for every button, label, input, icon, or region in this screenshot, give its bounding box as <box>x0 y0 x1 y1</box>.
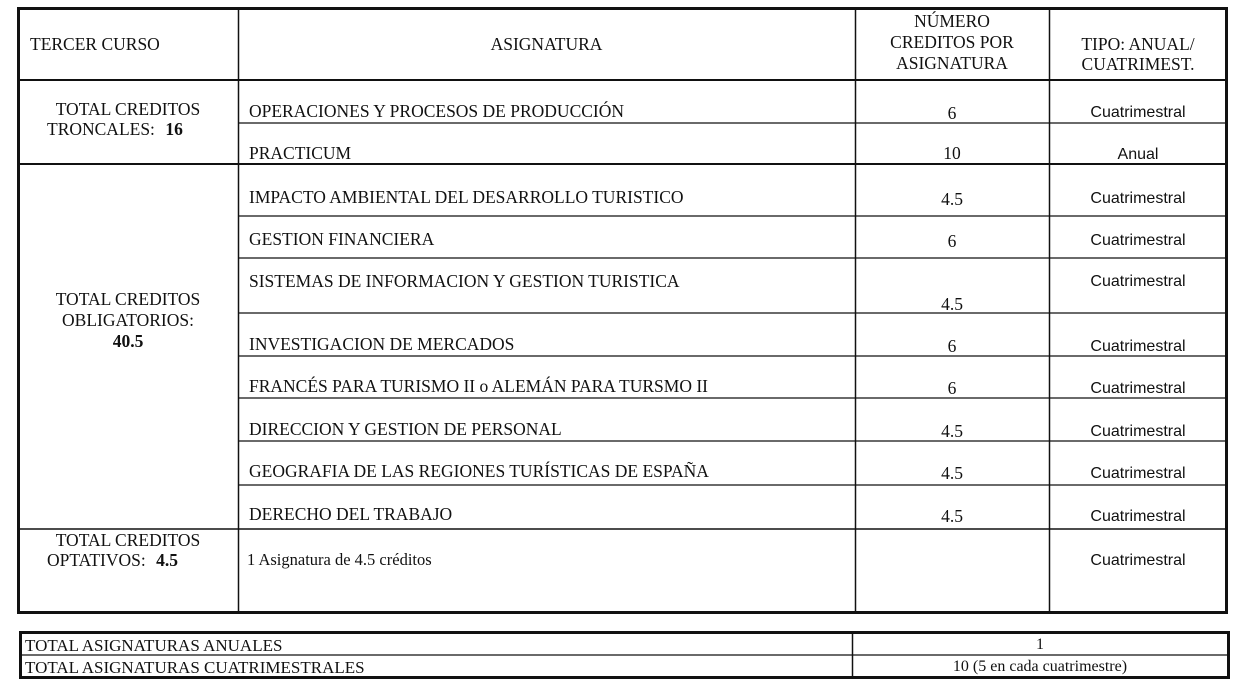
row-creditos: 10 <box>943 143 961 163</box>
row-tipo: Cuatrimestral <box>1090 552 1186 569</box>
row-asignatura: SISTEMAS DE INFORMACION Y GESTION TURISTICA <box>249 271 680 291</box>
row-tipo: Cuatrimestral <box>1090 465 1186 482</box>
row-asignatura: FRANCÉS PARA TURISMO II o ALEMÁN PARA TURSMO II <box>249 376 708 396</box>
group-troncales-line2 <box>47 121 183 139</box>
row-tipo: Cuatrimestral <box>1090 190 1186 207</box>
group-troncales-label: TRONCALES: <box>47 119 155 139</box>
row-asignatura: 1 Asignatura de 4.5 créditos <box>247 550 432 569</box>
row-tipo: Cuatrimestral <box>1090 508 1186 525</box>
row-creditos: 6 <box>947 336 957 356</box>
row-asignatura: IMPACTO AMBIENTAL DEL DESARROLLO TURISTICO <box>249 187 684 207</box>
row-creditos: 6 <box>947 103 957 123</box>
group-troncales-value: 16 <box>165 119 183 139</box>
header-creditos-line1: NÚMERO <box>914 11 990 31</box>
row-tipo: Cuatrimestral <box>1090 423 1186 440</box>
row-creditos: 4.5 <box>941 463 963 483</box>
row-asignatura: DIRECCION Y GESTION DE PERSONAL <box>249 419 562 439</box>
group-optativos-line1: TOTAL CREDITOS <box>55 530 201 550</box>
row-asignatura: GESTION FINANCIERA <box>249 229 435 249</box>
row-tipo: Cuatrimestral <box>1090 380 1186 397</box>
row-creditos: 4.5 <box>941 189 963 209</box>
row-asignatura: INVESTIGACION DE MERCADOS <box>249 334 515 354</box>
group-obligatorios-line1: TOTAL CREDITOS <box>55 289 201 309</box>
totals-label: TOTAL ASIGNATURAS CUATRIMESTRALES <box>25 658 365 677</box>
header-creditos-line2: CREDITOS POR <box>890 32 1014 52</box>
group-obligatorios-value: 40.5 <box>112 331 144 351</box>
header-tipo-line1: TIPO: ANUAL/ <box>1081 34 1195 54</box>
header-creditos-line3: ASIGNATURA <box>896 53 1008 73</box>
row-creditos: 4.5 <box>941 421 963 441</box>
row-asignatura: OPERACIONES Y PROCESOS DE PRODUCCIÓN <box>249 101 625 121</box>
row-asignatura: PRACTICUM <box>249 143 352 163</box>
group-obligatorios-line2: OBLIGATORIOS: <box>62 310 194 330</box>
row-asignatura: GEOGRAFIA DE LAS REGIONES TURÍSTICAS DE ESPAÑA <box>249 461 709 481</box>
row-tipo: Cuatrimestral <box>1090 273 1186 290</box>
totals-label: TOTAL ASIGNATURAS ANUALES <box>25 636 283 655</box>
totals-value: 1 <box>1036 636 1044 653</box>
header-asignatura: ASIGNATURA <box>490 34 603 54</box>
group-optativos-value: 4.5 <box>156 550 178 570</box>
row-creditos: 4.5 <box>941 294 963 314</box>
row-creditos: 6 <box>947 231 957 251</box>
row-creditos: 4.5 <box>941 506 963 526</box>
group-troncales-line1: TOTAL CREDITOS <box>55 99 201 119</box>
totals-value: 10 (5 en cada cuatrimestre) <box>952 658 1128 675</box>
header-curso: TERCER CURSO <box>30 34 160 54</box>
header-tipo-line2: CUATRIMEST. <box>1081 54 1195 74</box>
row-tipo: Anual <box>1117 146 1159 163</box>
row-tipo: Cuatrimestral <box>1090 104 1186 121</box>
row-tipo: Cuatrimestral <box>1090 232 1186 249</box>
row-asignatura: DERECHO DEL TRABAJO <box>249 504 453 524</box>
group-optativos-label: OPTATIVOS: <box>47 550 146 570</box>
group-optativos-line2 <box>47 552 178 570</box>
row-creditos: 6 <box>947 378 957 398</box>
row-tipo: Cuatrimestral <box>1090 338 1186 355</box>
